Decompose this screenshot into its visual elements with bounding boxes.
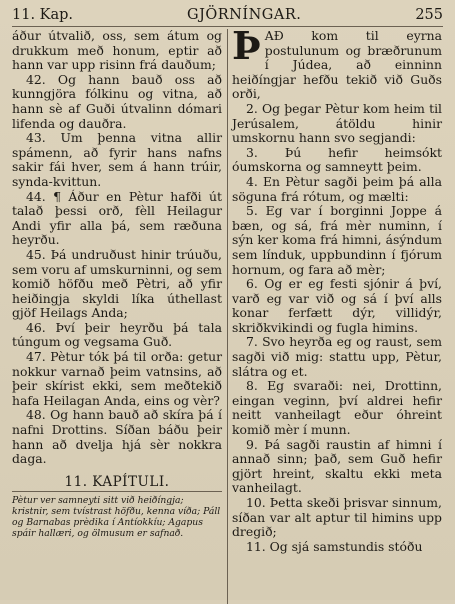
column-divider [227,29,228,604]
verse-1 [232,23,442,102]
verse-43: 43. Um þenna vitna allir spámenn, að fyrir hans nafns sakir fái hver, sem á hann trúir, synda-kvittun. [12,130,222,189]
chapter-label: 11. Kap. [12,7,74,23]
verse-47: 47. Pètur tók þá til orða: getur nokkur varnað þeim vatnsins, að þeir skírist ekki, sem meðtekið hafa Heilagan Anda, eins og vèr? [12,349,222,408]
text-columns [12,23,443,554]
verse-4: 4. En Pètur sagði þeim þá alla söguna frá rótum, og mælti: [232,173,442,204]
running-head [12,4,443,27]
verse-48: 48. Og hann bauð að skíra þá í nafni Drottins. Síðan báðu þeir hann að dvelja hjá sèr nokkra daga. [12,407,222,467]
left-column [12,29,222,554]
verse-46: 46. Því þeir heyrðu þá tala túngum og vegsama Guð. [12,319,222,350]
verse-6: 6. Og er eg festi sjónir á því, varð eg var við og sá í því alls konar ferfætt dýr, villidýr, skriðkvikindi og fugla himins. [232,276,442,335]
book-title: GJÖRNÍNGAR. [186,7,302,23]
drop-cap: Þ [232,23,261,68]
verse-2: 2. Og þegar Pètur kom heim til Jerúsalem, átöldu hinir umskornu hann svo segjandi: [232,100,442,146]
verse-45: 45. Þá undruðust hinir trúuðu, sem voru af umskurninni, og sem komið höfðu með Pètri, að yfir heiðingja skyldi líka úthellast gjöf Heilags Anda; [12,246,222,321]
verse-5: 5. Eg var í borginni Joppe á bæn, og sá, frá mèr numinn, í sýn ker koma frá himni, ásýndum sem línduk, uppbundinn í fjórum hornum, og fara að mèr; [232,203,442,277]
verse-7: 7. Svo heyrða eg og raust, sem sagði við mig: stattu upp, Pètur, slátra og et. [232,334,442,379]
verse-1-text: AÐ kom til eyrna postulunum og bræðrunum í Júdea, að einninn heiðíngjar hefðu tekið við Guðs orði, [232,28,442,102]
verse-11: 11. Og sjá samstundis stóðu [246,538,423,554]
chapter-heading: 11. KAPÍTULI. [64,473,170,490]
page-number: 255 [415,7,443,23]
verse-44: 44. ¶ Áður en Pètur hafði út talað þessi orð, fèll Heilagur Andi yfir alla þá, sem ræðuna heyrðu. [12,188,222,248]
chapter-summary: Pètur ver samneyti sitt við heiðíngja; kristnir, sem tvístrast höfðu, kenna víða; Páll og Barnabas prèdika í Antíokkíu; Agapus spáir hallæri, og ölmusum er safnað. [12,491,222,539]
verse-42: 42. Og hann bauð oss að kunngjöra fólkinu og vitna, að hann sè af Guði útvalinn dómari lifenda og dauðra. [12,71,222,131]
verse-10: 10. Þetta skeði þrisvar sinnum, síðan var alt aptur til himins upp dregið; [232,495,442,540]
right-column [232,23,442,554]
verse-9: 9. Þá sagði raustin af himni í annað sinn; það, sem Guð hefir gjört hreint, skaltu ekki meta vanheilagt. [232,436,442,496]
verse-continuation: áður útvalið, oss, sem átum og drukkum með honum, eptir að hann var upp risinn frá dauðum; [12,28,222,73]
verse-8: 8. Eg svaraði: nei, Drottinn, eingan veginn, því aldrei hefir neitt vanheilagt eður óhreint komið mèr í munn. [232,378,442,438]
verse-3: 3. Þú hefir heimsókt óumskorna og samneytt þeim. [232,144,442,175]
